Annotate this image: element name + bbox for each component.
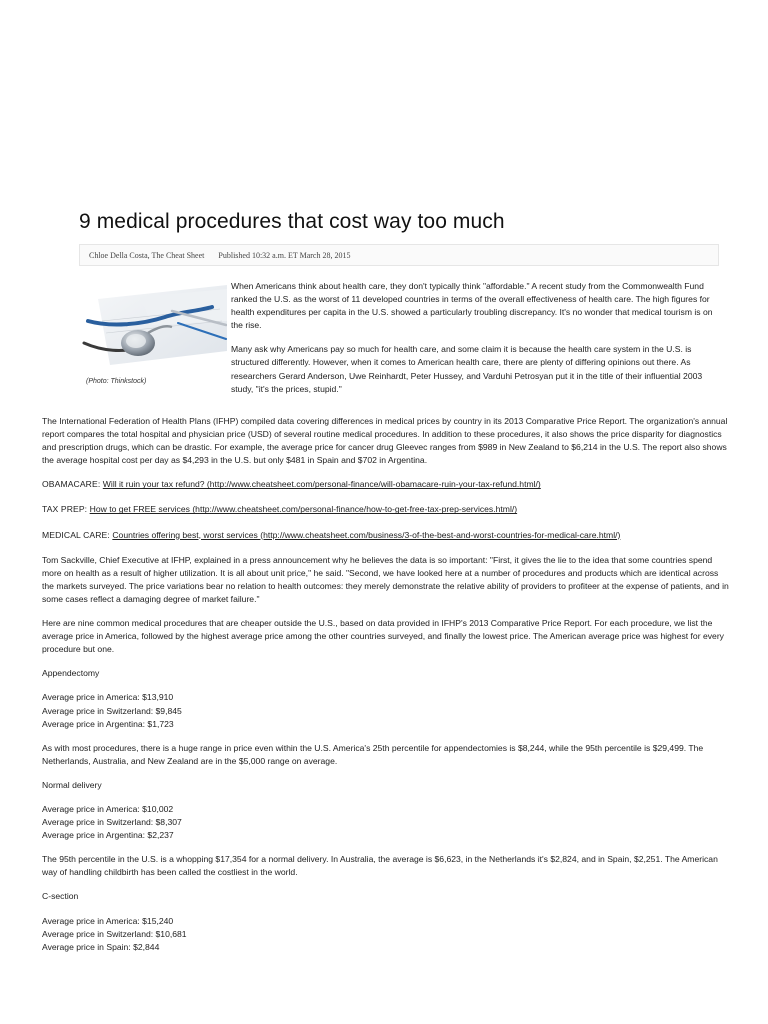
- intro-paragraph-1: When Americans think about health care, they don't typically think "affordable." A recent study from the Commonwealth Fund ranked the U.S. as the worst of 11 developed countries in terms of the overall effectiveness of health care. The high figures for health expenditures per capita in the U.S. showed a particularly troubling discrepancy. It's no wonder that medical tourism is on the rise.: [231, 281, 713, 331]
- body-paragraph-ifhp: The International Federation of Health Plans (IFHP) compiled data covering differences in medical prices by country in its 2013 Comparative Price Report. The organization's annual report compares the total hospital and physician price (USD) of several routine medical procedures. In addition to these procedures, it also shows the price disparity for diagnostics and prescription drugs, which can be drastic. For example, the average price for cancer drug Gleevec ranges from $989 in New Zealand to $6,214 in the U.S. The report also shows the average hospital cost per day as $4,293 in the U.S. but only $481 in Spain and $702 in Argentina.: [42, 416, 728, 466]
- price-line: Average price in Switzerland: $8,307: [42, 817, 182, 828]
- published-timestamp: Published 10:32 a.m. ET March 28, 2015: [218, 250, 351, 260]
- price-line: Average price in Switzerland: $10,681: [42, 928, 187, 939]
- related-link-medical-care[interactable]: Countries offering best, worst services (http://www.cheatsheet.com/business/3-of-the-best-and-worst-countries-for-medical-care.html/): [112, 529, 621, 540]
- related-link-tax-prep[interactable]: How to get FREE services (http://www.cheatsheet.com/personal-finance/how-to-get-free-tax-prep-services.html/): [89, 504, 518, 515]
- section-heading-c-section: C-section: [42, 891, 79, 902]
- price-line: Average price in Switzerland: $9,845: [42, 705, 182, 716]
- article-photo: [80, 281, 227, 369]
- author-name: Chloe Della Costa, The Cheat Sheet: [89, 250, 205, 260]
- price-list-normal-delivery: [42, 803, 732, 842]
- related-link-obamacare[interactable]: Will it ruin your tax refund? (http://www.cheatsheet.com/personal-finance/will-obamacare-ruin-your-tax-refund.html/): [102, 479, 541, 490]
- section-note-appendectomy: As with most procedures, there is a huge range in price even within the U.S. America's 25th percentile for appendectomies is $8,244, while the 95th percentile is $29,499. The Netherlands, Australia, and New Zealand are in the $5,000 range on average.: [42, 742, 704, 766]
- price-line: Average price in America: $13,910: [42, 692, 174, 703]
- price-list-appendectomy: [42, 691, 732, 730]
- related-link-label: MEDICAL CARE:: [42, 529, 113, 540]
- price-line: Average price in Argentina: $1,723: [42, 718, 174, 729]
- article-title: 9 medical procedures that cost way too much: [79, 210, 505, 233]
- article-body: [42, 415, 732, 965]
- section-note-normal-delivery: The 95th percentile in the U.S. is a whopping $17,354 for a normal delivery. In Australia, the average is $6,623, in the Netherlands it's $2,824, and in Spain, $2,251. The American way of handling childbirth has been called the costliest in the world.: [42, 854, 718, 878]
- stethoscope-image: [80, 281, 227, 369]
- price-list-c-section: [42, 915, 732, 954]
- price-line: Average price in Spain: $2,844: [42, 941, 160, 952]
- related-link-row-tax-prep: [42, 503, 732, 516]
- related-link-row-obamacare: [42, 478, 732, 491]
- related-link-label: OBAMACARE:: [42, 479, 103, 490]
- section-heading-normal-delivery: Normal delivery: [42, 779, 102, 790]
- intro-column: [231, 280, 717, 407]
- price-line: Average price in America: $15,240: [42, 915, 174, 926]
- price-line: Average price in Argentina: $2,237: [42, 830, 174, 841]
- byline-bar: [79, 244, 719, 266]
- related-link-label: TAX PREP:: [42, 504, 90, 515]
- intro-paragraph-2: Many ask why Americans pay so much for health care, and some claim it is because the health care system in the U.S. is structured differently. However, when it comes to American health care, there are plenty of differing opinions out there. As researchers Gerard Anderson, Uwe Reinhardt, Peter Hussey, and Varduhi Petrosyan put it in the title of their influential 2003 study, "it's the prices, stupid.": [231, 344, 703, 394]
- related-link-row-medical-care: [42, 529, 732, 542]
- price-line: Average price in America: $10,002: [42, 803, 174, 814]
- photo-caption: (Photo: Thinkstock): [86, 378, 147, 385]
- body-paragraph-sackville: Tom Sackville, Chief Executive at IFHP, explained in a press announcement why he believes the data is so important: "First, it gives the lie to the idea that some countries spend more on health as a result of higher utilization. It is all about unit price," he said. "Second, we have looked here at a number of procedures and products which are identical across the markets surveyed. The price variations bear no relation to health outcomes: they merely demonstrate the relative ability of providers to profiteer at the expense of patients, and in some cases reflect a damaging degree of market failure.": [42, 554, 729, 604]
- section-heading-appendectomy: Appendectomy: [42, 668, 100, 679]
- body-paragraph-nine-procedures: Here are nine common medical procedures that are cheaper outside the U.S., based on data provided in IFHP's 2013 Comparative Price Report. For each procedure, we list the average price in America, followed by the highest average price among the other countries surveyed, and finally the lowest price. The American average price was highest for every procedure but one.: [42, 618, 724, 655]
